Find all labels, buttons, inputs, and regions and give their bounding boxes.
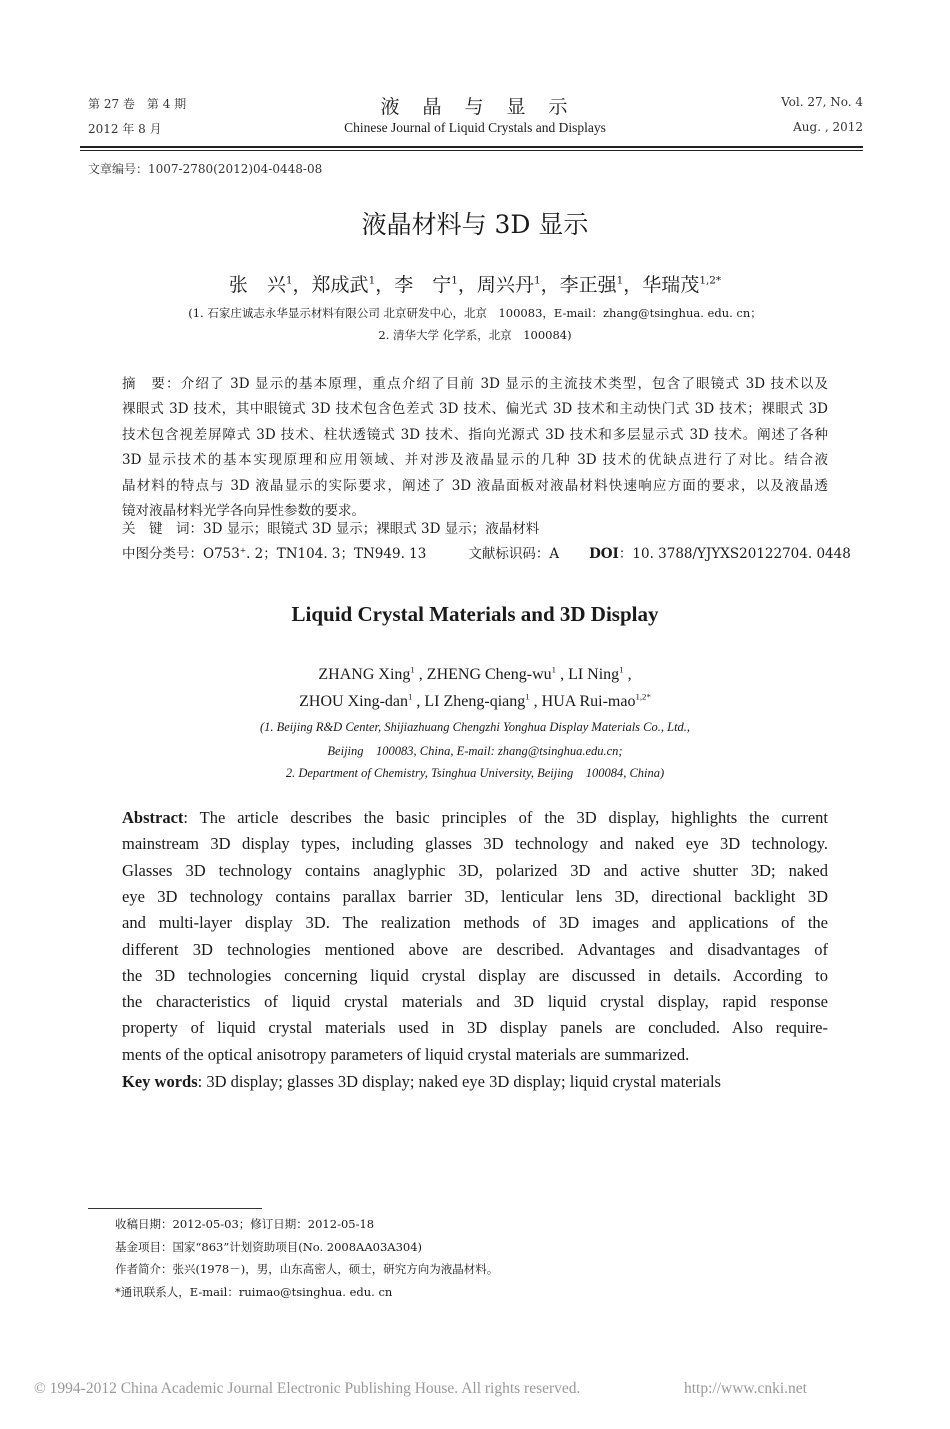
abstract-en-text: and multi-layer display 3D. The realization methods of 3D images and applications of the (122, 913, 828, 933)
abstract-text: 介绍了 3D 显示的基本原理，重点介绍了目前 3D 显示的主流技术类型，包含了眼镜式 3D 技术以及 (180, 376, 828, 392)
doi: ：10. 3788/YJYXS20122704. 0448 (618, 546, 851, 562)
footnote: 收稿日期：2012-05-03；修订日期：2012-05-18 (115, 1217, 375, 1231)
abstract-cn-line (122, 423, 828, 443)
clc-rest: . 2；TN104. 3；TN949. 13 (246, 546, 427, 562)
keywords-label: 关 键 词： (122, 521, 203, 537)
header-rule (80, 146, 863, 148)
authors-en-line-2: ZHOU Xing-dan$^1$ , LI Zheng-qiang$^1$ , HUA Rui-mao$^{1,2*}$ (299, 691, 651, 710)
abstract-text: 3D 显示技术的基本实现原理和应用领域、并对涉及液晶显示的几种 3D 技术的优缺点进行了对比。结合液 (122, 452, 828, 469)
author-name: 周兴丹 (476, 274, 534, 296)
abstract-en-text: : The article describes the basic principles of the 3D display, highlights the current (183, 808, 828, 827)
author-affil-sup: 1,2* (635, 691, 651, 702)
abstract-en-text: the 3D technologies concerning liquid crystal display are discussed in details. According to (122, 965, 828, 985)
abstract-en-line (122, 992, 828, 1012)
footnote: 基金项目：国家“863”计划资助项目(No. 2008AA03A304) (115, 1239, 423, 1254)
abstract-label: 摘 要： (122, 376, 181, 392)
authors-cn: 张 兴$^1$，郑成武$^1$，李 宁$^1$，周兴丹$^1$，李正强$^1$，华瑞茂$^{1,2*}$ (228, 274, 722, 296)
author-name-en: LI Ning (568, 666, 620, 683)
abstract-en-text: property of liquid crystal materials used in 3D display panels are concluded. Also require- (122, 1018, 828, 1038)
abstract-en-line (122, 808, 828, 828)
volume-issue: 第 27 卷 第 4 期 (88, 97, 187, 111)
date-cn: 2012 年 8 月 (88, 122, 162, 136)
abstract-en-text: different 3D technologies mentioned above are described. Advantages and disadvantages of (122, 939, 828, 959)
affiliation-en-1: (1. Beijing R&D Center, Shijiazhuang Chengzhi Yonghua Display Materials Co., Ltd., (259, 720, 691, 734)
author-name: 李 宁 (394, 274, 452, 296)
abstract-text: 裸眼式 3D 技术，其中眼镜式 3D 技术包含色差式 3D 技术、偏光式 3D 技术和主动快门式 3D 技术；裸眼式 3D (122, 401, 828, 418)
abstract-en-line (122, 887, 828, 907)
abstract-cn-line (122, 499, 828, 519)
clc-label: 中图分类号： (122, 546, 203, 562)
author-name: 李正强 (559, 274, 617, 296)
keywords-cn (122, 517, 828, 537)
abstract-cn-line (122, 397, 828, 417)
abstract-en-text: the characteristics of liquid crystal materials and 3D liquid crystal display, rapid response (122, 992, 828, 1012)
author-name: 华瑞茂 (642, 274, 700, 296)
abstract-en-line (122, 834, 828, 854)
abstract-cn-line (122, 372, 828, 392)
doi-label: DOI (589, 546, 619, 562)
classification-line (122, 542, 851, 562)
author-affil-sup: 1 (408, 691, 413, 702)
author-affil-sup: 1 (451, 274, 458, 287)
author-name-en: LI Zheng-qiang (424, 693, 526, 710)
abstract-en-line (122, 1018, 828, 1038)
copyright-notice: © 1994-2012 China Academic Journal Electronic Publishing House. All rights reserved. (34, 1380, 581, 1397)
abstract-en-text: Glasses 3D technology contains anaglyphic 3D, polarized 3D and active shutter 3D; naked (122, 860, 828, 880)
abstract-text: 技术包含视差屏障式 3D 技术、柱状透镜式 3D 技术、指向光源式 3D 技术和多层显示式 3D 技术。阐述了各种 (122, 426, 828, 443)
journal-title-cn: 液 晶 与 显 示 (380, 96, 570, 118)
abstract-text: 晶材料的特点与 3D 液晶显示的实际要求，阐述了 3D 液晶面板对液晶材料快速响应方面的要求，以及液晶透 (122, 477, 828, 494)
author-affil-sup: 1 (533, 274, 541, 287)
author-affil-sup: 1 (619, 664, 624, 675)
affiliation-cn-2: 2. 清华大学 化学系，北京 100084) (378, 328, 572, 342)
journal-title-en: Chinese Journal of Liquid Crystals and Displays (344, 120, 606, 135)
author-name: 张 兴 (228, 274, 286, 296)
title-cn: 液晶材料与 3D 显示 (361, 210, 589, 239)
clc-code: O753 (203, 546, 240, 562)
footnote-rule (88, 1208, 262, 1209)
author-name-en: HUA Rui-mao (541, 693, 636, 710)
article-number: 文章编号：1007-2780(2012)04-0448-08 (88, 162, 323, 176)
author-name: 郑成武 (311, 274, 369, 296)
author-affil-sup: 1 (410, 664, 415, 675)
abstract-en-text: mainstream 3D display types, including glasses 3D technology and naked eye 3D technology. (122, 834, 828, 854)
abstract-text: 镜对液晶材料光学各向异性参数的要求。 (122, 503, 365, 519)
affiliation-cn-1: (1. 石家庄诚志永华显示材料有限公司 北京研发中心，北京 100083，E-mail：zhang@tsinghua. edu. cn； (188, 306, 762, 320)
author-affil-sup: 1 (285, 274, 293, 287)
abstract-en-line (122, 861, 828, 881)
doc-code: A (549, 546, 560, 562)
abstract-en-text: ments of the optical anisotropy parameters of liquid crystal materials are summarized. (122, 1044, 690, 1064)
abstract-cn-line (122, 474, 828, 494)
author-affil-sup: 1 (368, 274, 376, 287)
footnote: 作者简介：张兴(1978－)，男，山东高密人，硕士，研究方向为液晶材料。 (115, 1262, 499, 1276)
abstract-en-line (122, 913, 828, 933)
affiliation-en-2: Beijing 100083, China, E-mail: zhang@tsinghua.edu.cn; (327, 744, 623, 758)
author-name-en: ZHENG Cheng-wu (426, 666, 552, 683)
author-name-en: ZHOU Xing-dan (299, 693, 408, 710)
abstract-en-line (122, 940, 828, 960)
author-name-en: ZHANG Xing (318, 666, 411, 683)
author-affil-sup: 1 (525, 691, 530, 702)
abstract-en-label: Abstract (122, 808, 184, 827)
author-affil-sup: 1,2* (699, 274, 722, 287)
keywords-en (122, 1072, 828, 1092)
clc-sup: + (239, 545, 247, 555)
author-affil-sup: 1 (616, 274, 624, 287)
keywords-en-text: : 3D display; glasses 3D display; naked eye 3D display; liquid crystal materials (197, 1072, 721, 1091)
doc-code-label: 文献标识码： (468, 546, 550, 562)
authors-en-line-1: ZHANG Xing$^1$ , ZHENG Cheng-$wu^1$ , LI Ning$^1$ , (318, 664, 632, 683)
title-en: Liquid Crystal Materials and 3D Display (291, 602, 659, 626)
keywords-text: 3D 显示；眼镜式 3D 显示；裸眼式 3D 显示；液晶材料 (203, 521, 540, 537)
footnote: *通讯联系人，E-mail：ruimao@tsinghua. edu. cn (115, 1284, 393, 1299)
abstract-cn-line (122, 448, 828, 468)
header-rule-thin (80, 150, 863, 151)
abstract-en-text: eye 3D technology contains parallax barrier 3D, lenticular lens 3D, directional backlight 3D (122, 886, 828, 906)
affiliation-en-3: 2. Department of Chemistry, Tsinghua University, Beijing 100084, China) (285, 766, 665, 780)
abstract-en-line (122, 1045, 828, 1065)
author-affil-sup: 1 (551, 664, 557, 675)
cnki-link[interactable]: http://www.cnki.net (684, 1380, 807, 1397)
date-en: Aug. , 2012 (793, 120, 863, 134)
abstract-en-line (122, 966, 828, 986)
keywords-en-label: Key words (122, 1072, 198, 1091)
volume-en: Vol. 27, No. 4 (781, 95, 863, 109)
